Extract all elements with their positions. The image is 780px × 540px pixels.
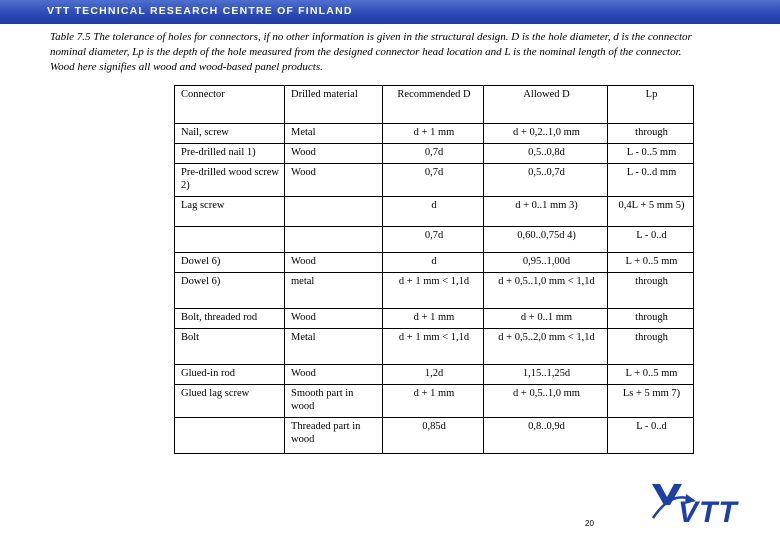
cell-recommended: d <box>383 253 484 273</box>
cell-connector: Nail, screw <box>175 124 285 144</box>
cell-recommended: d + 1 mm <box>383 385 484 418</box>
table-row <box>175 418 694 454</box>
header-allowed-d: Allowed D <box>484 86 608 124</box>
cell-recommended: d + 1 mm <box>383 309 484 329</box>
cell-allowed: d + 0..1 mm <box>484 309 608 329</box>
cell-recommended: 0,7d <box>383 144 484 164</box>
cell-allowed: 0,5..0,7d <box>484 164 608 197</box>
cell-connector: Pre-drilled nail 1) <box>175 144 285 164</box>
cell-material: metal <box>285 273 383 309</box>
table-row <box>175 164 694 197</box>
table-row <box>175 144 694 164</box>
logo-text: VTT <box>678 496 738 524</box>
page-number: 20 <box>585 519 594 528</box>
cell-recommended: 0,7d <box>383 227 484 253</box>
cell-allowed: d + 0,2..1,0 mm <box>484 124 608 144</box>
cell-connector: Glued-in rod <box>175 365 285 385</box>
cell-connector: Bolt, threaded rod <box>175 309 285 329</box>
vtt-logo-icon <box>650 480 776 524</box>
cell-material <box>285 227 383 253</box>
cell-connector: Bolt <box>175 329 285 365</box>
header-connector: Connector <box>175 86 285 124</box>
table-row <box>175 253 694 273</box>
table-row <box>175 124 694 144</box>
cell-recommended: d + 1 mm <box>383 124 484 144</box>
cell-connector <box>175 418 285 454</box>
cell-material: Wood <box>285 164 383 197</box>
cell-allowed: 0,95..1,00d <box>484 253 608 273</box>
cell-connector: Pre-drilled wood screw 2) <box>175 164 285 197</box>
cell-allowed: 0,8..0,9d <box>484 418 608 454</box>
cell-connector: Dowel 6) <box>175 273 285 309</box>
cell-connector: Dowel 6) <box>175 253 285 273</box>
cell-lp: through <box>608 124 694 144</box>
cell-connector <box>175 227 285 253</box>
table-row <box>175 309 694 329</box>
cell-recommended: d + 1 mm < 1,1d <box>383 273 484 309</box>
cell-lp: L - 0..5 mm <box>608 144 694 164</box>
cell-allowed: d + 0,5..1,0 mm < 1,1d <box>484 273 608 309</box>
cell-recommended: d + 1 mm < 1,1d <box>383 329 484 365</box>
cell-connector: Glued lag screw <box>175 385 285 418</box>
cell-material: Wood <box>285 253 383 273</box>
cell-allowed: 0,5..0,8d <box>484 144 608 164</box>
cell-lp: through <box>608 329 694 365</box>
cell-lp: L - 0..d mm <box>608 164 694 197</box>
table-caption <box>50 30 760 75</box>
table-row <box>175 197 694 227</box>
cell-allowed: d + 0,5..2,0 mm < 1,1d <box>484 329 608 365</box>
cell-material: Wood <box>285 144 383 164</box>
cell-recommended: 0,85d <box>383 418 484 454</box>
cell-allowed: 0,60..0,75d 4) <box>484 227 608 253</box>
cell-allowed: d + 0..1 mm 3) <box>484 197 608 227</box>
cell-allowed: d + 0,5..1,0 mm <box>484 385 608 418</box>
table-row <box>175 273 694 309</box>
title-bar <box>0 0 780 24</box>
cell-lp: L + 0..5 mm <box>608 253 694 273</box>
cell-material <box>285 197 383 227</box>
table-header-row <box>175 86 694 124</box>
table-row <box>175 329 694 365</box>
cell-material: Wood <box>285 309 383 329</box>
cell-connector: Lag screw <box>175 197 285 227</box>
cell-material: Wood <box>285 365 383 385</box>
header-drilled-material: Drilled material <box>285 86 383 124</box>
cell-lp: L - 0..d <box>608 227 694 253</box>
cell-lp: L - 0..d <box>608 418 694 454</box>
cell-recommended: d <box>383 197 484 227</box>
header-recommended-d: Recommended D <box>383 86 484 124</box>
caption-line: Wood here signifies all wood and wood-based panel products. <box>50 61 323 73</box>
cell-lp: Ls + 5 mm 7) <box>608 385 694 418</box>
cell-lp: through <box>608 309 694 329</box>
cell-material: Metal <box>285 329 383 365</box>
cell-allowed: 1,15..1,25d <box>484 365 608 385</box>
header-lp: Lp <box>608 86 694 124</box>
caption-line: nominal diameter, Lp is the depth of the hole measured from the designed connector head location and L is the nominal length of the connector. <box>50 46 682 58</box>
table-row <box>175 227 694 253</box>
cell-material: Threaded part in wood <box>285 418 383 454</box>
cell-lp: L + 0..5 mm <box>608 365 694 385</box>
cell-material: Metal <box>285 124 383 144</box>
cell-lp: through <box>608 273 694 309</box>
table-row <box>175 365 694 385</box>
cell-material: Smooth part in wood <box>285 385 383 418</box>
vtt-logo <box>650 480 776 529</box>
cell-lp: 0,4L + 5 mm 5) <box>608 197 694 227</box>
cell-recommended: 1,2d <box>383 365 484 385</box>
organization-title: VTT TECHNICAL RESEARCH CENTRE OF FINLAND <box>47 5 353 17</box>
table-row <box>175 385 694 418</box>
hole-tolerance-table <box>174 85 694 454</box>
cell-recommended: 0,7d <box>383 164 484 197</box>
caption-line: Table 7.5 The tolerance of holes for connectors, if no other information is given in the structural design. D is the hole diameter, d is the connector <box>50 31 692 43</box>
